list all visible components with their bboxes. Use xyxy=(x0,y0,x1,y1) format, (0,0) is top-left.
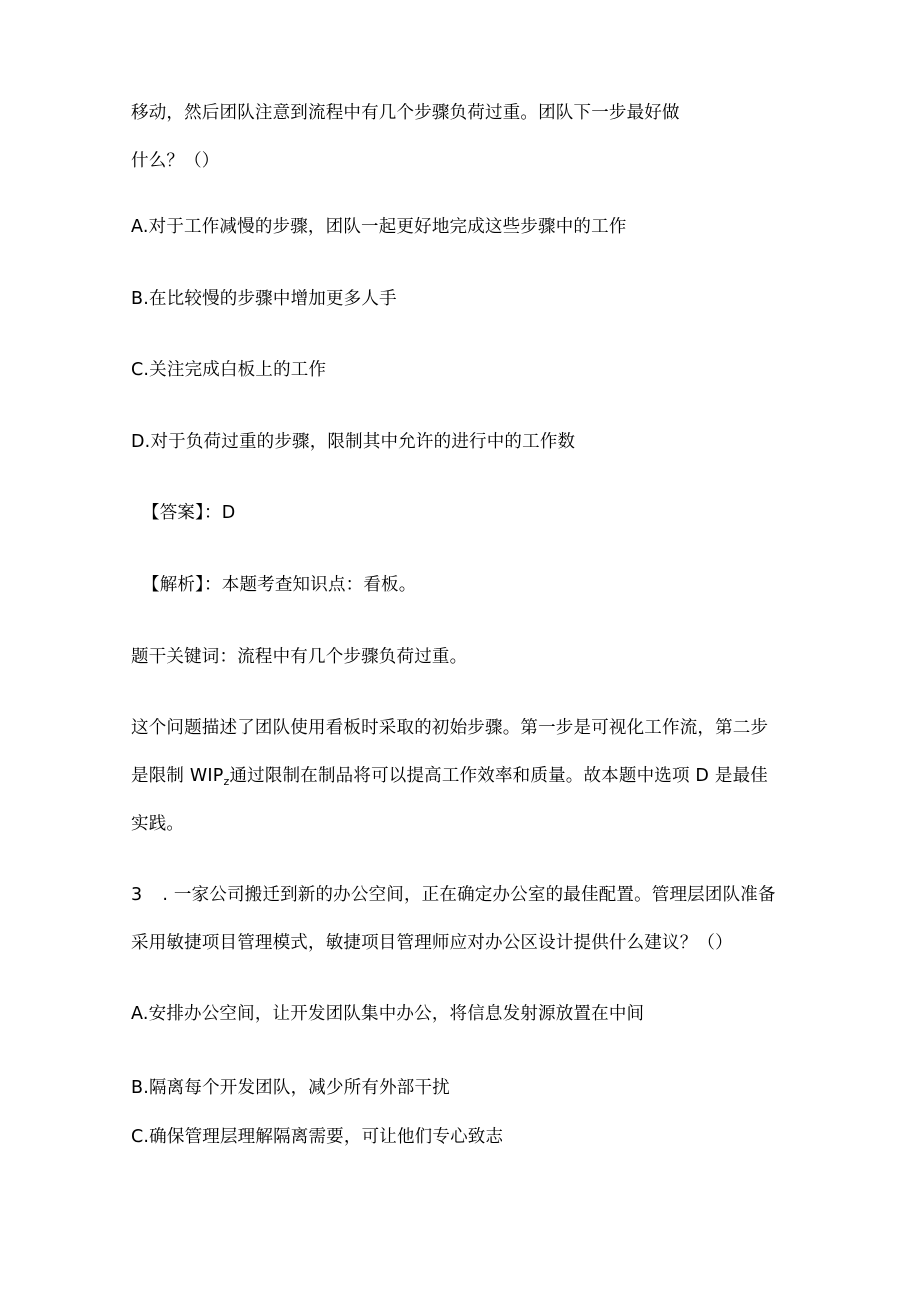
q2-explanation-line2-a: 是限制 WIP xyxy=(131,766,224,786)
q3-option-c: C.确保管理层理解隔离需要，可让他们专心致志 xyxy=(131,1127,504,1147)
q2-stem-line2: 什么？（） xyxy=(131,151,220,171)
q3-option-a: A.安排办公空间，让开发团队集中办公，将信息发射源放置在中间 xyxy=(131,1004,645,1024)
q2-option-c: C.关注完成白板上的工作 xyxy=(131,360,327,380)
q2-stem-line1: 移动，然后团队注意到流程中有几个步骤负荷过重。团队下一步最好做 xyxy=(131,103,680,123)
q2-explanation-line2 xyxy=(131,764,768,794)
q2-option-a: A.对于工作减慢的步骤，团队一起更好地完成这些步骤中的工作 xyxy=(131,217,627,237)
q2-keywords: 题干关键词：流程中有几个步骤负荷过重。 xyxy=(131,647,468,667)
q3-stem-text: . 一家公司搬迁到新的办公空间，正在确定办公室的最佳配置。管理层团队准备 xyxy=(162,885,776,905)
q2-explanation-line1: 这个问题描述了团队使用看板时采取的初始步骤。第一步是可视化工作流，第二步 xyxy=(131,718,769,738)
q2-answer: 【答案】：D xyxy=(142,503,236,523)
q3-number: 3 xyxy=(131,885,143,905)
q2-explanation-line2-b: 通过限制在制品将可以提高工作效率和质量。故本题中选项 D 是最佳 xyxy=(229,766,768,786)
q2-explanation-line3: 实践。 xyxy=(131,814,185,834)
q2-analysis: 【解析】：本题考查知识点：看板。 xyxy=(142,575,417,595)
q2-option-b: B.在比较慢的步骤中增加更多人手 xyxy=(131,289,397,309)
q2-explanation-line2-sub: z xyxy=(223,775,230,788)
q3-option-b: B.隔离每个开发团队，减少所有外部干扰 xyxy=(131,1078,450,1098)
q2-option-d: D.对于负荷过重的步骤，限制其中允许的进行中的工作数 xyxy=(131,432,576,452)
q3-stem-line1 xyxy=(131,883,776,907)
q3-stem-line2: 采用敏捷项目管理模式，敏捷项目管理师应对办公区设计提供什么建议？（） xyxy=(131,933,733,953)
